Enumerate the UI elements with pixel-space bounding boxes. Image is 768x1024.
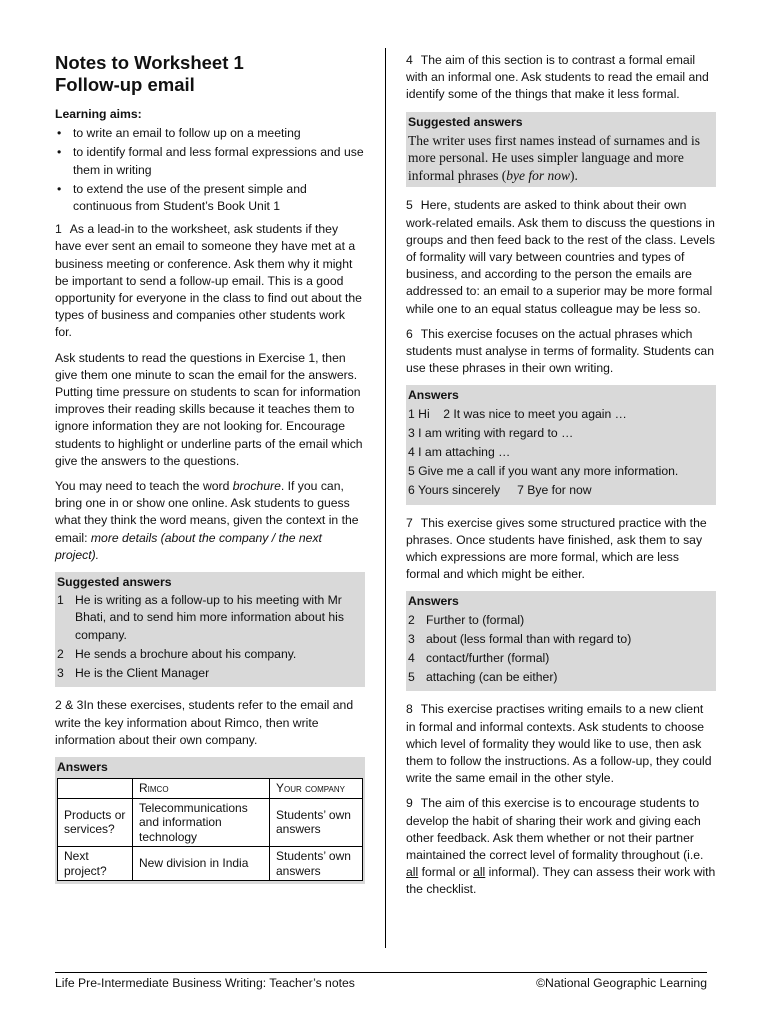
answer-item: 2 Further to (formal)	[408, 612, 525, 627]
section-9: 9 The aim of this exercise is to encourage students to develop the habit of sharing their work and giving each other feedback. Ask them whether or not their partner maintained the correct level of formality throughout (i.e. all formal or all informal). They can assess their work with the checklist.	[406, 796, 716, 897]
section-5: 5 Here, students are asked to think about their own work-related emails. Ask them to discuss the questions in groups and then feed back to the rest of the class. Levels of formality will vary between countries and types of business, and according to the person the emails are addressed to: an email to a superior may be more formal while one to an equal status colleague may be less so.	[406, 198, 715, 316]
answer-line: 5 Give me a call if you want any more information.	[408, 464, 679, 479]
section-8: 8 This exercise practises writing emails to a new client in formal and informal contexts. Ask students to choose which level of formality they would like to use, then ask them to follow the instructions. As a follow-up, they could write the same email in the other style.	[406, 702, 712, 786]
answer-item: 3 He is the Client Manager	[57, 666, 210, 681]
section-6: 6 This exercise focuses on the actual phrases which students must analyse in terms of formality. Students can use these phrases in their own writing.	[406, 326, 714, 376]
answers-6: Answers 1 Hi 2 It was nice to meet you again … 3 I am writing with regard to … 4 I am attaching … 5 Give me a call if you want any more information. 6 Yours sincerely 7 Bye for now	[406, 385, 716, 504]
answer-line: 4 I am attaching …	[408, 444, 511, 459]
rimco-answers-table	[57, 778, 363, 881]
answer-line: 1 Hi 2 It was nice to meet you again …	[408, 406, 627, 421]
answer-item: 4 contact/further (formal)	[408, 650, 550, 665]
left-column	[55, 52, 365, 894]
answers-7: Answers 2 Further to (formal) 3 about (less formal than with regard to) 4 contact/further (formal) 5 attaching (can be either)	[406, 591, 716, 691]
table-header-rimco: Rimco	[133, 779, 270, 799]
learning-aims-title: Learning aims:	[55, 107, 142, 121]
suggested-answers-4: Suggested answers The writer uses first names instead of surnames and is more personal. He uses simpler language and more informal phrases (bye for now).	[406, 112, 716, 188]
table-row: Next project? New division in India Students’ own answers	[58, 847, 363, 881]
right-column	[406, 52, 716, 907]
section-1-para-1: 1 As a lead-in to the worksheet, ask students if they have ever sent an email to someone they have met at a business meeting or conference. Ask them why it might be important to send a follow-up email. This is a good opportunity for everyone in the class to find out about the types of business and companies other students work for.	[55, 222, 362, 340]
answer-line: 3 I am writing with regard to …	[408, 425, 574, 440]
section-1-para-3: You may need to teach the word brochure. If you can, bring one in or show one online. Ask students to guess what they think the word means, given the context in the email: more details (about the company / the next project).	[55, 479, 359, 562]
answer-item: 1 He is writing as a follow-up to his meeting with Mr Bhati, and to send him more information about his company.	[57, 593, 344, 642]
suggested-answers-1: Suggested answers 1 He is writing as a follow-up to his meeting with Mr Bhati, and to send him more information about his company. 2 He sends a brochure about his company. 3 He is the Client Manager	[55, 572, 365, 687]
footer-left: Life Pre-Intermediate Business Writing: Teacher’s notes	[55, 976, 355, 990]
aim-item: • to identify formal and less formal expressions and use them in writing	[55, 144, 365, 178]
section-7: 7 This exercise gives some structured practice with the phrases. Once students have finished, ask them to say which expressions are more formal, which are less formal and which might be either.	[406, 515, 707, 582]
footer-right: ©National Geographic Learning	[536, 976, 707, 990]
section-4: 4 The aim of this section is to contrast a formal email with an informal one. Ask students to read the email and identify some of the things that make it less formal.	[406, 53, 709, 102]
column-divider	[385, 48, 386, 948]
answers-table-box: Answers Rimco Your company Products or services? Telecommunications and information technology Students’ own answers Next project? New division in India Students’ own answers	[55, 757, 365, 884]
page-title: Notes to Worksheet 1 Follow-up email	[55, 52, 244, 95]
aim-item: • to write an email to follow up on a meeting	[55, 125, 365, 142]
aim-item: • to extend the use of the present simple and continuous from Student’s Book Unit 1	[55, 181, 365, 215]
answer-line: 6 Yours sincerely 7 Bye for now	[408, 483, 592, 498]
table-header-your-company: Your company	[270, 779, 363, 799]
answer-item: 3 about (less formal than with regard to)	[408, 631, 632, 646]
page-footer	[55, 972, 707, 990]
answer-item: 5 attaching (can be either)	[408, 670, 558, 685]
learning-aims-list	[55, 125, 365, 215]
section-1-para-2: Ask students to read the questions in Exercise 1, then give them one minute to scan the email for the answers. Putting time pressure on students to scan for information improves their reading skills because it teaches them to ignore information they are not looking for. Encourage students to highlight or underline parts of the email which give the answers to the questions.	[55, 350, 363, 468]
answer-item: 2 He sends a brochure about his company.	[57, 646, 297, 661]
table-row: Products or services? Telecommunications and information technology Students’ own answers	[58, 798, 363, 847]
section-2-3: 2 & 3In these exercises, students refer to the email and write the key information about Rimco, then write information about their own company.	[55, 698, 354, 747]
